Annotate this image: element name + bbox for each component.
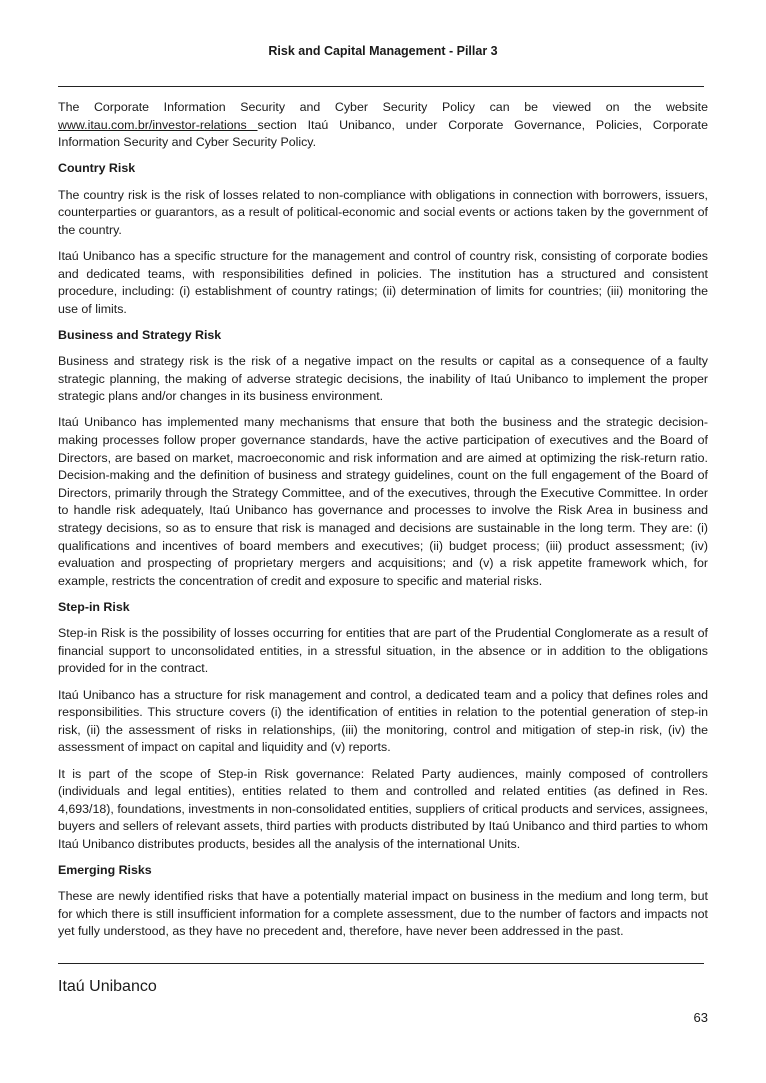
section-heading: Country Risk	[58, 161, 136, 176]
paragraph: The country risk is the risk of losses related to non-compliance with obligations in connection with borrowers, issuers, counterparties or guarantors, as a result of political-economic and social events or actions taken by the government of the country.	[58, 187, 708, 237]
section-heading: Business and Strategy Risk	[58, 327, 222, 342]
section-heading: Emerging Risks	[58, 863, 152, 878]
paragraph: These are newly identified risks that have a potentially material impact on business in the medium and long term, but for which there is still insufficient information for a complete assessment, due to the number of factors and impacts not yet fully understood, as they have no precedent and, therefore, have never been addressed in the past.	[58, 889, 708, 939]
page-number: 63	[693, 1010, 708, 1025]
footer-company: Itaú Unibanco	[58, 978, 157, 995]
paragraph: Business and strategy risk is the risk of a negative impact on the results or capital as a consequence of a faulty strategic planning, the making of adverse strategic decisions, the inability of Itaú Unibanco to implement the proper strategic plans and/or changes in its business environment.	[58, 354, 708, 404]
document-body	[58, 99, 708, 950]
header-divider	[58, 86, 704, 87]
intro-paragraph	[58, 99, 708, 152]
paragraph: Itaú Unibanco has a structure for risk management and control, a dedicated team and a policy that defines roles and responsibilities. This structure covers (i) the identification of entities in relation to the potential generation of step-in risk, (ii) the assessment of risks in relationships, (iii) the monitoring, control and mitigation of step-in risk, (iv) the assessment of impact on capital and liquidity and (v) reports.	[58, 687, 708, 755]
intro-text-end: section Itaú Unibanco, under Corporate Governance, Policies, Corporate Information Security and Cyber Security Policy.	[58, 117, 708, 150]
paragraph: Itaú Unibanco has implemented many mechanisms that ensure that both the business and the strategic decision-making processes follow proper governance standards, have the active participation of executives and the Board of Directors, are based on market, macroeconomic and risk information and are aimed at optimizing the risk-return ratio. Decision-making and the definition of business and strategy guidelines, count on the full engagement of the Board of Directors, primarily through the Strategy Committee, and of the executives, through the Executive Committee. In order to handle risk adequately, Itaú Unibanco has governance and processes to involve the Risk Area in business and strategy decisions, so as to ensure that risk is managed and decisions are sustainable in the long term. They are: (i) qualifications and incentives of board members and executives; (ii) budget process; (iii) product assessment; (iv) evaluation and prospecting of proprietary mergers and acquisitions; and (v) a risk appetite framework which, for example, restricts the concentration of credit and exposure to specific and material risks.	[58, 415, 708, 588]
page-header-title: Risk and Capital Management - Pillar 3	[268, 44, 498, 58]
paragraph: It is part of the scope of Step-in Risk governance: Related Party audiences, mainly composed of controllers (individuals and legal entities), entities related to them and controlled and related entities (as defined in Res. 4,693/18), foundations, investments in non-consolidated entities, suppliers of critical products and services, assignees, buyers and sellers of relevant assets, third parties with products distributed by Itaú Unibanco and third parties to whom Itaú Unibanco distributes products, besides all the analysis of the international Units.	[58, 766, 708, 851]
intro-text: The Corporate Information Security and Cyber Security Policy can be viewed on the website	[58, 100, 708, 114]
section-heading: Step-in Risk	[58, 600, 130, 614]
footer-divider	[58, 963, 704, 964]
paragraph: Step-in Risk is the possibility of losses occurring for entities that are part of the Prudential Conglomerate as a result of financial support to unconsolidated entities, in a stressful situation, in the absence or in addition to the obligations provided for in the contract.	[58, 626, 708, 676]
paragraph: Itaú Unibanco has a specific structure for the management and control of country risk, consisting of corporate bodies and dedicated teams, with responsibilities defined in policies. The institution has a structured and consistent procedure, including: (i) establishment of country ratings; (ii) determination of limits for countries; (iii) monitoring the use of limits.	[58, 248, 708, 316]
investor-relations-link[interactable]: www.itau.com.br/investor-relations	[58, 117, 258, 132]
